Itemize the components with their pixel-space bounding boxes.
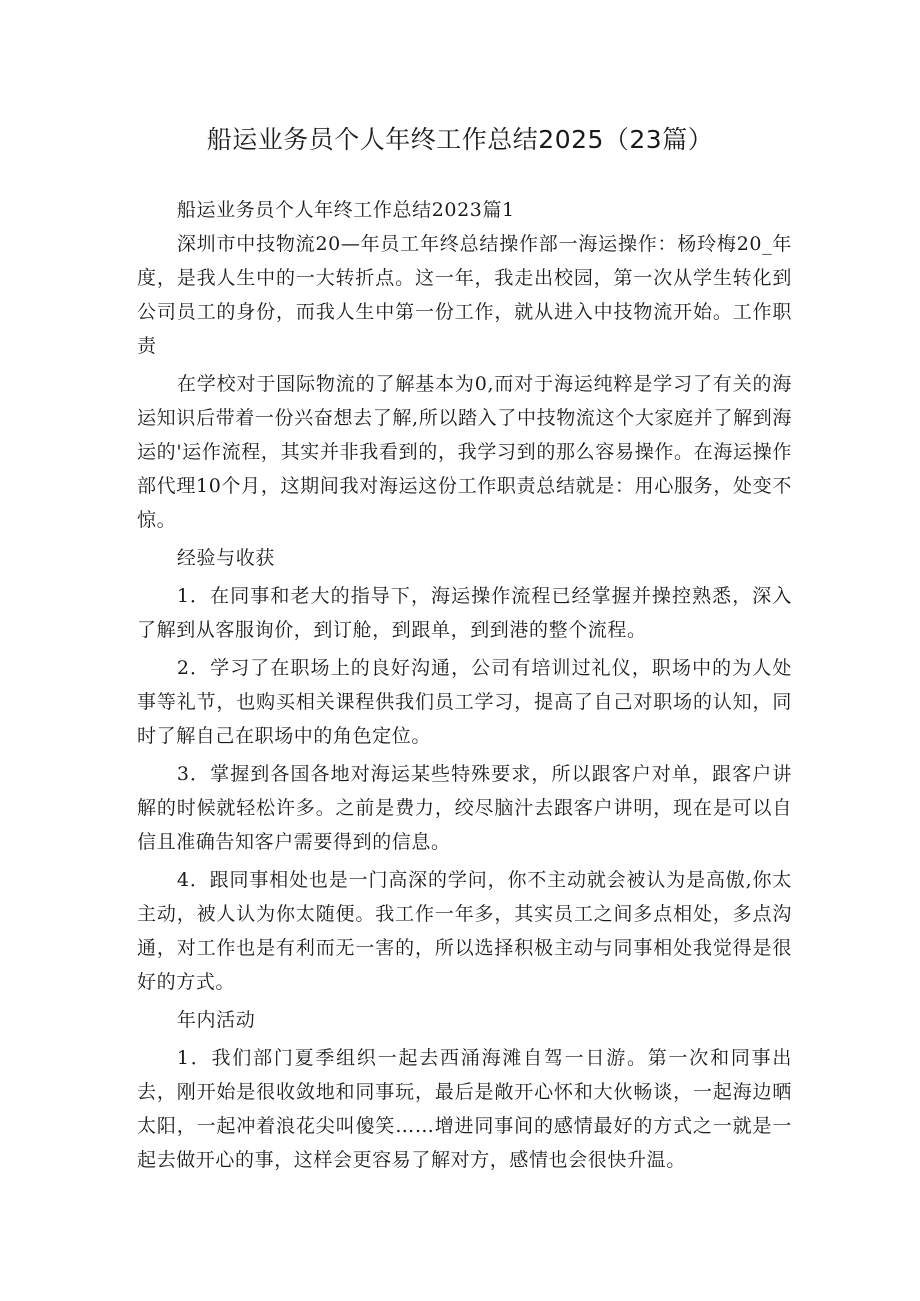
list-item: 4．跟同事相处也是一门高深的学问，你不主动就会被认为是高傲,你太主动，被人认为你太随便。我工作一年多，其实员工之间多点相处，多点沟通，对工作也是有利而无一害的，所以选择积极主动与同事相处我觉得是很好的方式。 — [137, 869, 792, 993]
body-paragraph: 在学校对于国际物流的了解基本为0,而对于海运纯粹是学习了有关的海运知识后带着一份兴奋想去了解,所以踏入了中技物流这个大家庭并了解到海运的'运作流程，其实并非我看到的，我学习到的那么容易操作。在海运操作部代理10个月，这期间我对海运这份工作职责总结就是：用心服务，处变不惊。 — [137, 373, 792, 531]
list-item: 1．我们部门夏季组织一起去西涌海滩自驾一日游。第一次和同事出去，刚开始是很收敛地和同事玩，最后是敞开心怀和大伙畅谈，一起海边晒太阳，一起冲着浪花尖叫傻笑……增进同事间的感情最好的方式之一就是一起去做开心的事，这样会更容易了解对方，感情也会很快升温。 — [137, 1047, 792, 1171]
section-heading: 船运业务员个人年终工作总结2023篇1 — [176, 199, 515, 221]
document-title: 船运业务员个人年终工作总结2025（23篇） — [206, 125, 714, 154]
list-item: 1．在同事和老大的指导下，海运操作流程已经掌握并操控熟悉，深入了解到从客服询价，到订舱，到跟单，到到港的整个流程。 — [137, 585, 792, 641]
body-paragraph: 深圳市中技物流20—年员工年终总结操作部一海运操作：杨玲梅20_年度，是我人生中的一大转折点。这一年，我走出校园，第一次从学生转化到公司员工的身份，而我人生中第一份工作，就从进入中技物流开始。工作职责 — [137, 233, 792, 357]
list-item: 2．学习了在职场上的良好沟通，公司有培训过礼仪，职场中的为人处事等礼节，也购买相关课程供我们员工学习，提高了自己对职场的认知，同时了解自己在职场中的角色定位。 — [137, 657, 792, 747]
list-item: 3．掌握到各国各地对海运某些特殊要求，所以跟客户对单，跟客户讲解的时候就轻松许多。之前是费力，绞尽脑汁去跟客户讲明，现在是可以自信且准确告知客户需要得到的信息。 — [137, 763, 792, 853]
section-heading: 年内活动 — [176, 1009, 256, 1031]
section-heading: 经验与收获 — [176, 547, 275, 569]
document-body — [137, 193, 792, 1177]
